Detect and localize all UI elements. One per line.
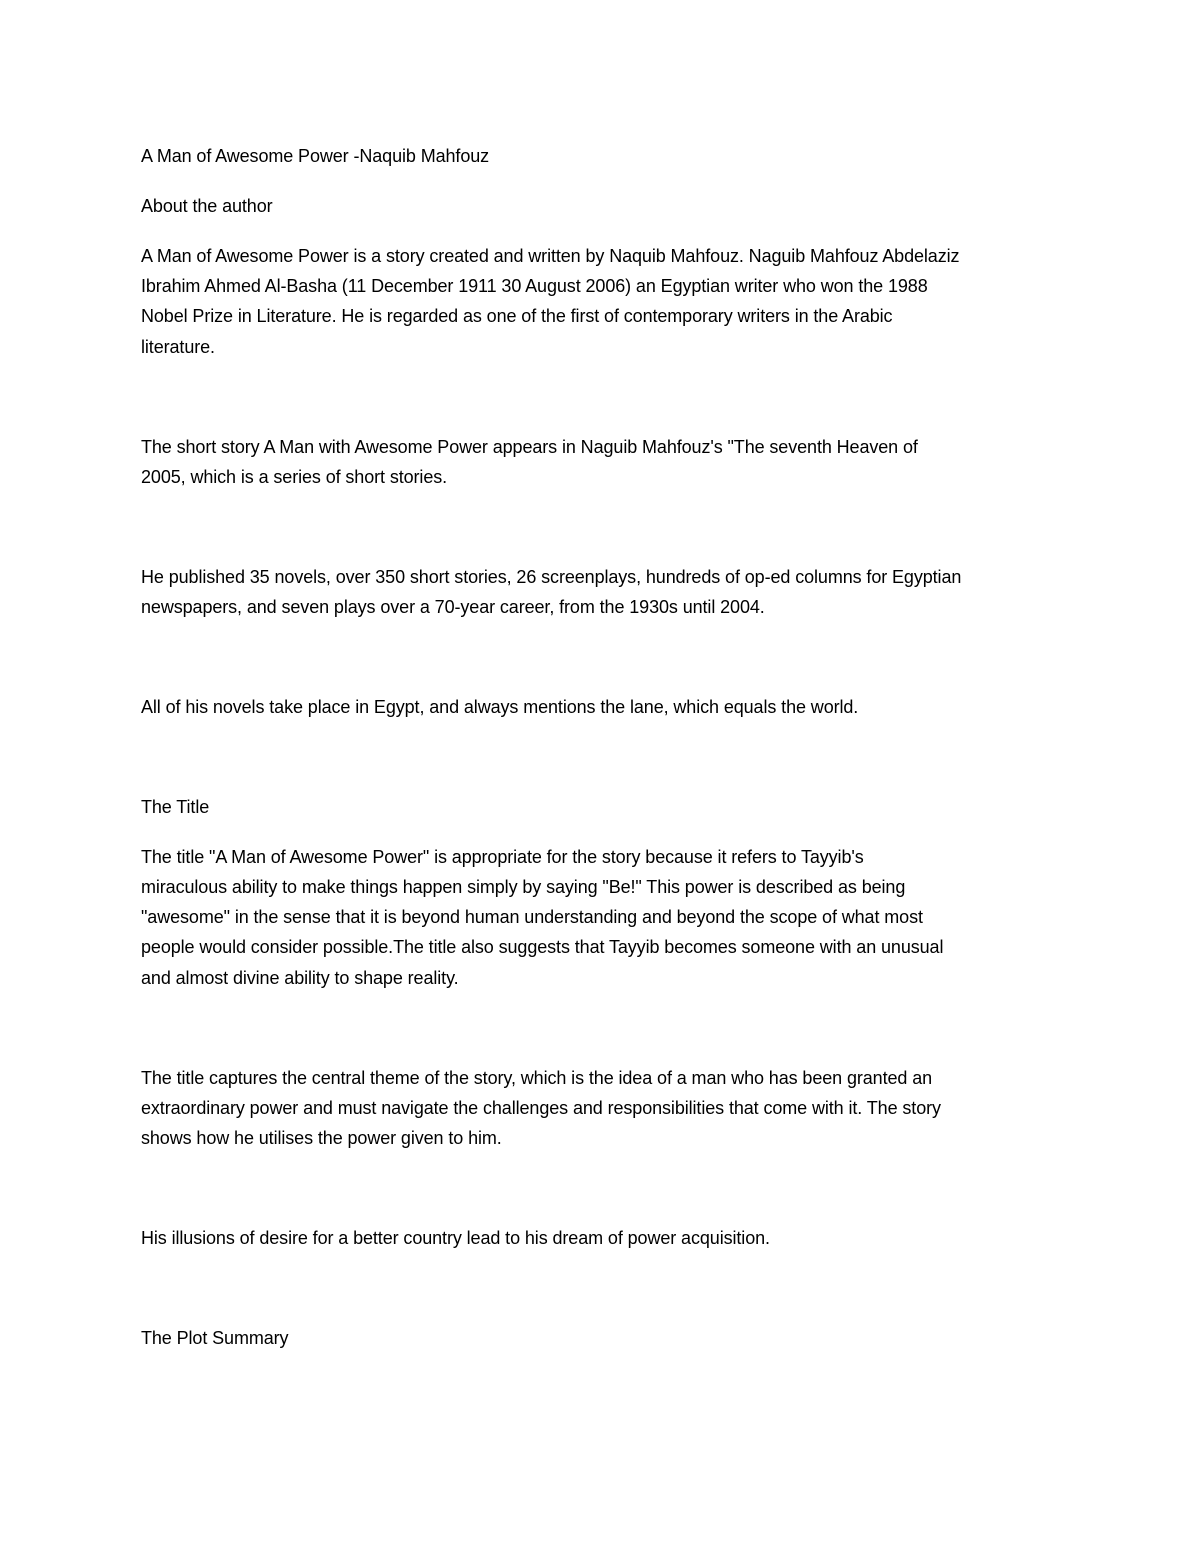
paragraph-line: A Man of Awesome Power is a story created and written by Naquib Mahfouz. Naguib Mahfouz Abdelaziz (141, 246, 960, 266)
paragraph-line: people would consider possible.The title also suggests that Tayyib becomes someone with an unusual (141, 937, 944, 957)
paragraph-line: 2005, which is a series of short stories. (141, 467, 448, 487)
paragraph-line: His illusions of desire for a better country lead to his dream of power acquisition. (141, 1228, 770, 1248)
paragraph-line: The title "A Man of Awesome Power" is appropriate for the story because it refers to Tayyib's (141, 847, 864, 867)
plot-summary-heading: The Plot Summary (141, 1328, 289, 1348)
paragraph-line: The short story A Man with Awesome Power appears in Naguib Mahfouz's "The seventh Heaven of (141, 437, 918, 457)
paragraph-line: miraculous ability to make things happen simply by saying "Be!" This power is described as being (141, 877, 906, 897)
paragraph-line: "awesome" in the sense that it is beyond human understanding and beyond the scope of what most (141, 907, 923, 927)
about-heading: About the author (141, 196, 273, 216)
paragraph-line: shows how he utilises the power given to him. (141, 1128, 502, 1148)
paragraph-line: He published 35 novels, over 350 short stories, 26 screenplays, hundreds of op-ed columns for Egyptian (141, 567, 962, 587)
title-heading: The Title (141, 797, 210, 817)
paragraph-line: Ibrahim Ahmed Al-Basha (11 December 1911 30 August 2006) an Egyptian writer who won the 1988 (141, 276, 928, 296)
paragraph-line: literature. (141, 337, 215, 357)
paragraph-line: extraordinary power and must navigate the challenges and responsibilities that come with it. The story (141, 1098, 941, 1118)
paragraph-line: All of his novels take place in Egypt, and always mentions the lane, which equals the world. (141, 697, 859, 717)
paragraph-line: and almost divine ability to shape reality. (141, 968, 459, 988)
paragraph-line: Nobel Prize in Literature. He is regarded as one of the first of contemporary writers in the Arabic (141, 306, 893, 326)
paragraph-line: The title captures the central theme of the story, which is the idea of a man who has been granted an (141, 1068, 933, 1088)
paragraph-line: newspapers, and seven plays over a 70-year career, from the 1930s until 2004. (141, 597, 765, 617)
document-heading: A Man of Awesome Power -Naquib Mahfouz (141, 146, 490, 166)
